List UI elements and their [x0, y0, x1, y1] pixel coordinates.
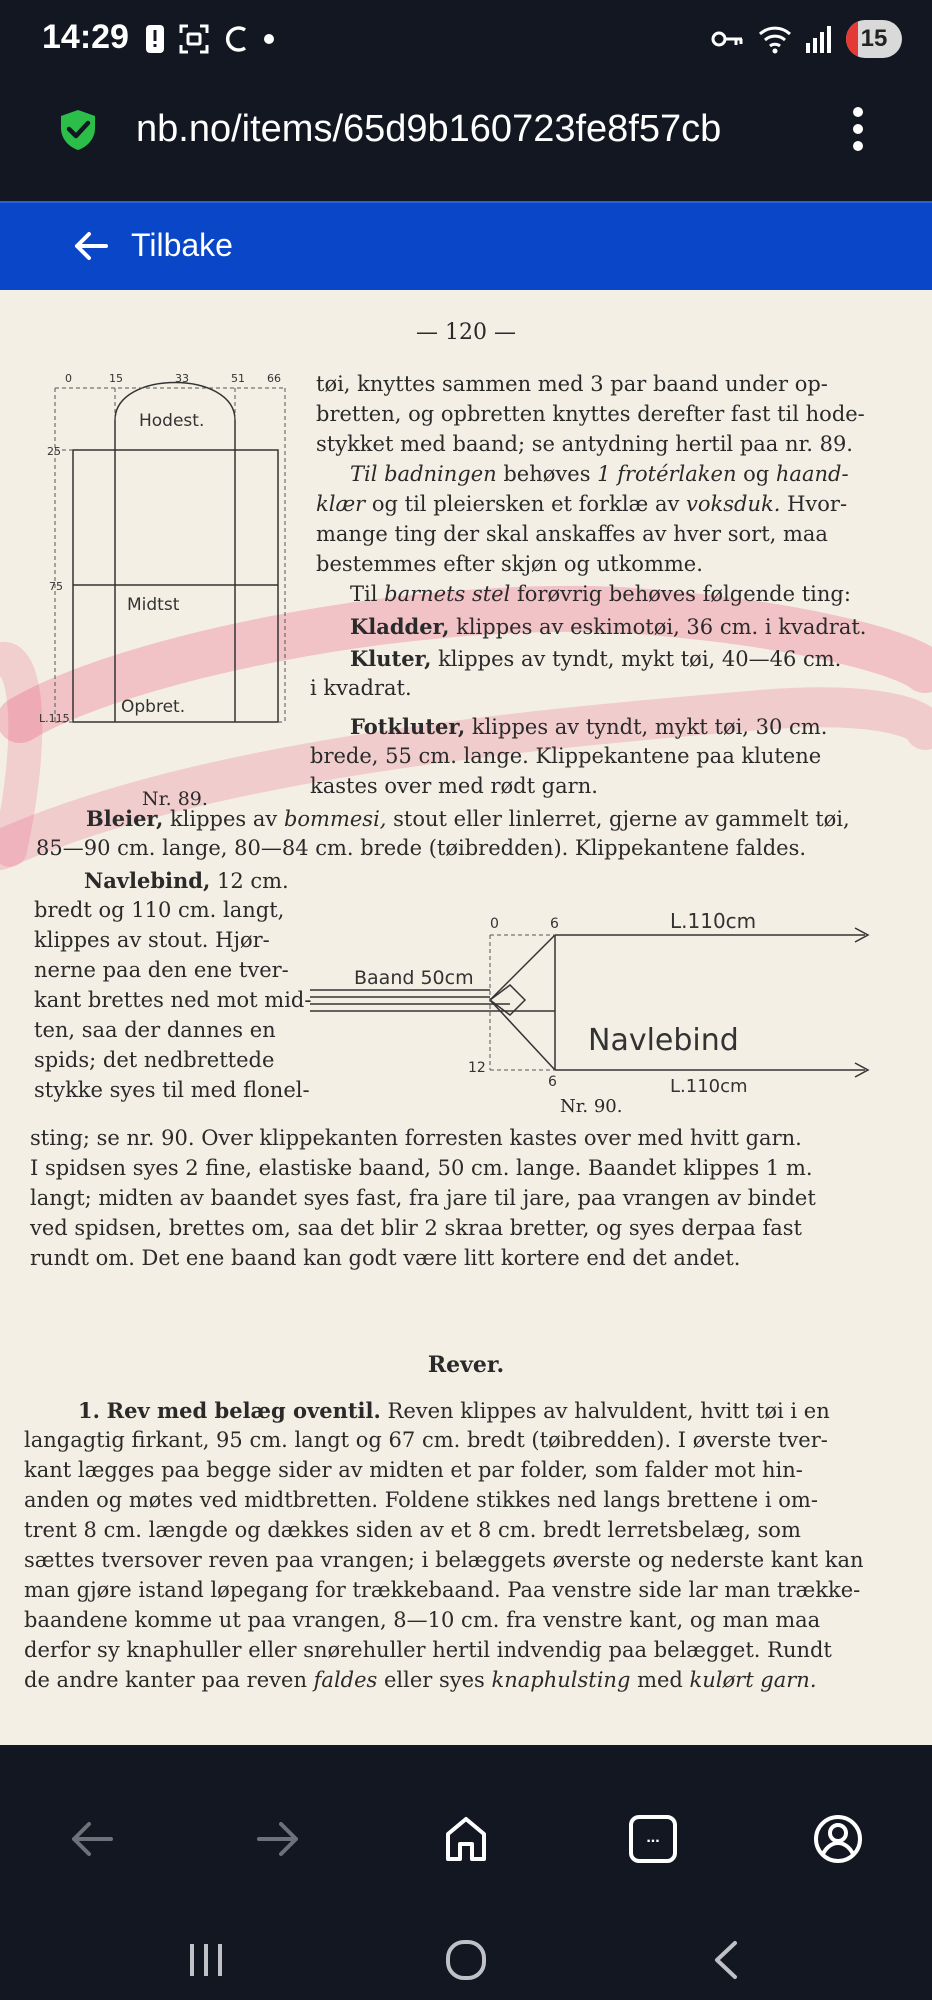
fig89-caption: Nr. 89. — [142, 788, 208, 810]
sync-icon — [223, 24, 249, 54]
section-heading: Rever. — [427, 1352, 505, 1378]
badningen-l2b: og til pleiersken et forklæ av — [365, 492, 687, 516]
rev-num: 1. — [78, 1398, 100, 1423]
nav-account-button[interactable] — [806, 1807, 870, 1871]
navlebind-line-7: spids; det nedbrettede — [34, 1048, 275, 1072]
fig90-tick-12: 12 — [468, 1060, 486, 1076]
fig90-tick-0: 0 — [490, 916, 499, 932]
fig89-tick-0: 0 — [65, 372, 72, 385]
system-back-button[interactable] — [696, 1935, 756, 1985]
kebab-menu-icon[interactable] — [852, 106, 864, 152]
back-icon — [70, 1820, 114, 1858]
rev-last-b: faldes — [313, 1668, 378, 1692]
page-number: — 120 — — [416, 320, 516, 345]
fig89-tick-51: 51 — [231, 372, 245, 385]
rev-line-3: kant lægges paa begge sider av midten et par folder, som falder mot hin- — [24, 1458, 803, 1482]
barnets-a: Til — [350, 582, 385, 606]
rev-last-f: kulørt garn. — [689, 1668, 817, 1692]
fig90-label-l110-top: L.110cm — [670, 909, 757, 933]
fig90-tick-6-top: 6 — [550, 916, 559, 932]
nav-tabs-button[interactable] — [621, 1807, 685, 1871]
kladder-text: klippes av eskimotøi, 36 cm. i kvadrat. — [449, 615, 867, 639]
text-line-3: stykket med baand; se antydning hertil paa nr. 89. — [316, 432, 853, 456]
bleier-b: klippes av — [163, 807, 284, 831]
url-fade — [740, 108, 800, 158]
home-icon — [444, 1816, 488, 1862]
status-icons-left — [145, 24, 275, 54]
badningen-l1a: Til badningen — [350, 462, 497, 486]
navlebind-line-1 — [84, 868, 289, 893]
navlebind-b: 12 cm. — [210, 869, 289, 893]
fig89-label-opbret: Opbret. — [121, 697, 186, 717]
fotkluter-line-3: kastes over med rødt garn. — [310, 774, 598, 798]
navlebind-line-5: kant brettes ned mot mid- — [34, 988, 312, 1012]
rev-line-6: sættes tversover reven paa vrangen; i belæggets øverste og nederste kant kan — [24, 1548, 864, 1572]
kladder-line — [350, 614, 866, 639]
kluter-line-2: i kvadrat. — [310, 676, 412, 700]
rev-line-9: derfor sy knaphuller eller snørehuller hertil indvendig paa belægget. Rundt — [24, 1638, 832, 1662]
app-bar — [0, 201, 932, 292]
full-line-4: ved spidsen, brettes om, saa det blir 2 skraa bretter, og syes derpaa fast — [30, 1216, 802, 1240]
rev-last-a: de andre kanter paa reven — [24, 1668, 314, 1692]
forward-icon — [256, 1820, 300, 1858]
navlebind-line-4: nerne paa den ene tver- — [34, 958, 289, 982]
dot-icon — [263, 33, 275, 45]
badningen-l2a: klær — [316, 492, 366, 516]
rev-last-d: knaphulsting — [491, 1668, 631, 1692]
fig90-label-l110-bottom: L.110cm — [670, 1076, 748, 1097]
fig89-tick-15: 15 — [109, 372, 123, 385]
key-icon — [710, 28, 744, 50]
fotkluter-term: Fotkluter, — [350, 714, 466, 739]
battery-indicator — [846, 20, 902, 58]
badningen-line-3: mange ting der skal anskaffes av hver sort, maa — [316, 522, 828, 546]
document-page — [0, 290, 932, 1745]
rev-line-2: langagtig firkant, 95 cm. langt og 67 cm. bredt (tøibredden). I øverste tver- — [24, 1428, 828, 1452]
badningen-line-2 — [316, 492, 847, 516]
fig90-label-baand: Baand 50cm — [354, 967, 474, 989]
navlebind-line-6: ten, saa der dannes en — [34, 1018, 276, 1042]
status-time: 14:29 — [42, 18, 129, 56]
fotkluter-line — [350, 714, 827, 739]
fig90-label-navlebind: Navlebind — [588, 1023, 739, 1058]
screenshot-icon — [179, 24, 209, 54]
navlebind-term: Navlebind, — [84, 868, 211, 893]
back-arrow-icon[interactable] — [74, 231, 108, 261]
fig90-tick-6-bottom: 6 — [548, 1074, 557, 1090]
rev-term: Rev med belæg oventil. — [106, 1398, 381, 1423]
rev-last-c: eller syes — [377, 1668, 492, 1692]
rev-line-4: anden og møtes ved midtbretten. Foldene stikkes ned langs brettene i om- — [24, 1488, 818, 1512]
navlebind-line-3: klippes av stout. Hjør- — [34, 928, 270, 952]
navlebind-line-2: bredt og 110 cm. langt, — [34, 898, 285, 922]
barnets-line — [350, 582, 851, 606]
barnets-b: barnets stel — [384, 582, 511, 606]
full-line-1: sting; se nr. 90. Over klippekanten forresten kastes over med hvitt garn. — [30, 1126, 802, 1150]
badningen-l2d: Hvor- — [780, 492, 848, 516]
nav-forward-button[interactable] — [246, 1807, 310, 1871]
fig89-tick-25: 25 — [47, 445, 61, 458]
fig89-label-midtst: Midtst — [127, 595, 180, 615]
kladder-term: Kladder, — [350, 614, 450, 639]
kluter-text: klippes av tyndt, mykt tøi, 40—46 cm. — [431, 647, 842, 671]
system-recents-button[interactable] — [176, 1935, 236, 1985]
badningen-l1c: 1 frotérlaken — [597, 462, 737, 486]
bleier-c: bommesi, — [283, 807, 387, 831]
nav-back-button[interactable] — [60, 1807, 124, 1871]
fig89-tick-l115: L.115 — [39, 712, 70, 725]
fig89-label-hodest: Hodest. — [139, 411, 205, 431]
badningen-l1b: behøves — [496, 462, 598, 486]
status-bar — [0, 0, 932, 82]
badningen-line-1 — [350, 462, 849, 486]
badningen-l1e: haand- — [775, 462, 849, 486]
barnets-c: forøvrig behøves følgende ting: — [510, 582, 851, 606]
home-circle-icon — [444, 1938, 488, 1982]
fotkluter-text: klippes av tyndt, mykt tøi, 30 cm. — [465, 715, 828, 739]
fig89-tick-75: 75 — [49, 580, 63, 593]
rev-last-e: med — [630, 1668, 690, 1692]
rev-l1-text: Reven klippes av halvuldent, hvitt tøi i en — [380, 1399, 830, 1423]
shield-check-icon[interactable] — [58, 108, 98, 152]
rev-line-8: baandene komme ut paa vrangen, 8—10 cm. fra venstre kant, og man maa — [24, 1608, 821, 1632]
system-back-icon — [711, 1939, 741, 1981]
badningen-l1d: og — [736, 462, 776, 486]
rev-line-7: man gjøre istand løpegang for trækkebaand. Paa venstre side lar man trække- — [24, 1578, 861, 1602]
battery-level: 15 — [860, 25, 888, 52]
fig90-caption: Nr. 90. — [560, 1096, 623, 1117]
badningen-l2c: voksduk. — [686, 492, 781, 516]
rev-line-5: trent 8 cm. længde og dækkes siden av et 8 cm. bredt lerretsbelæg, som — [24, 1518, 801, 1542]
rev-line-10 — [24, 1668, 817, 1692]
navlebind-line-8: stykke syes til med flonel- — [34, 1078, 310, 1102]
kluter-term: Kluter, — [350, 646, 432, 671]
alert-icon — [145, 24, 165, 54]
full-line-5: rundt om. Det ene baand kan godt være litt kortere end det andet. — [30, 1246, 741, 1270]
bleier-d: stout eller linlerret, gjerne av gammelt tøi, — [386, 807, 850, 831]
system-home-button[interactable] — [436, 1935, 496, 1985]
status-icons-right — [710, 20, 902, 58]
tabs-count: ... — [646, 1829, 660, 1846]
full-line-3: langt; midten av baandet syes fast, fra jare til jare, paa vrangen av bindet — [30, 1186, 816, 1210]
url-field[interactable]: nb.no/items/65d9b160723fe8f57cb — [136, 108, 722, 150]
text-line-1: tøi, knyttes sammen med 3 par baand under op- — [316, 372, 828, 396]
browser-url-bar — [0, 82, 932, 200]
signal-icon — [806, 25, 832, 53]
bottom-nav — [0, 1745, 932, 2000]
badningen-line-4: bestemmes efter skjøn og utkomme. — [316, 552, 703, 576]
bleier-term: Bleier, — [86, 806, 164, 831]
bleier-line-2: 85—90 cm. lange, 80—84 cm. brede (tøibredden). Klippekantene faldes. — [36, 836, 807, 860]
text-line-2: bretten, og opbretten knyttes derefter fast til hode- — [316, 402, 865, 426]
figure-89 — [35, 360, 295, 740]
wifi-icon — [758, 24, 792, 54]
rev-line-1 — [78, 1398, 830, 1423]
recents-icon — [186, 1940, 226, 1980]
kluter-line — [350, 646, 841, 671]
fig89-tick-66: 66 — [267, 372, 281, 385]
back-button[interactable]: Tilbake — [131, 227, 233, 263]
figure-90 — [310, 900, 900, 1110]
nav-home-button[interactable] — [434, 1807, 498, 1871]
full-line-2: I spidsen syes 2 fine, elastiske baand, 50 cm. lange. Baandet klippes 1 m. — [30, 1156, 813, 1180]
bleier-line-1 — [86, 806, 850, 831]
account-icon — [812, 1813, 864, 1865]
fotkluter-line-2: brede, 55 cm. lange. Klippekantene paa klutene — [310, 744, 822, 768]
fig89-tick-33: 33 — [175, 372, 189, 385]
